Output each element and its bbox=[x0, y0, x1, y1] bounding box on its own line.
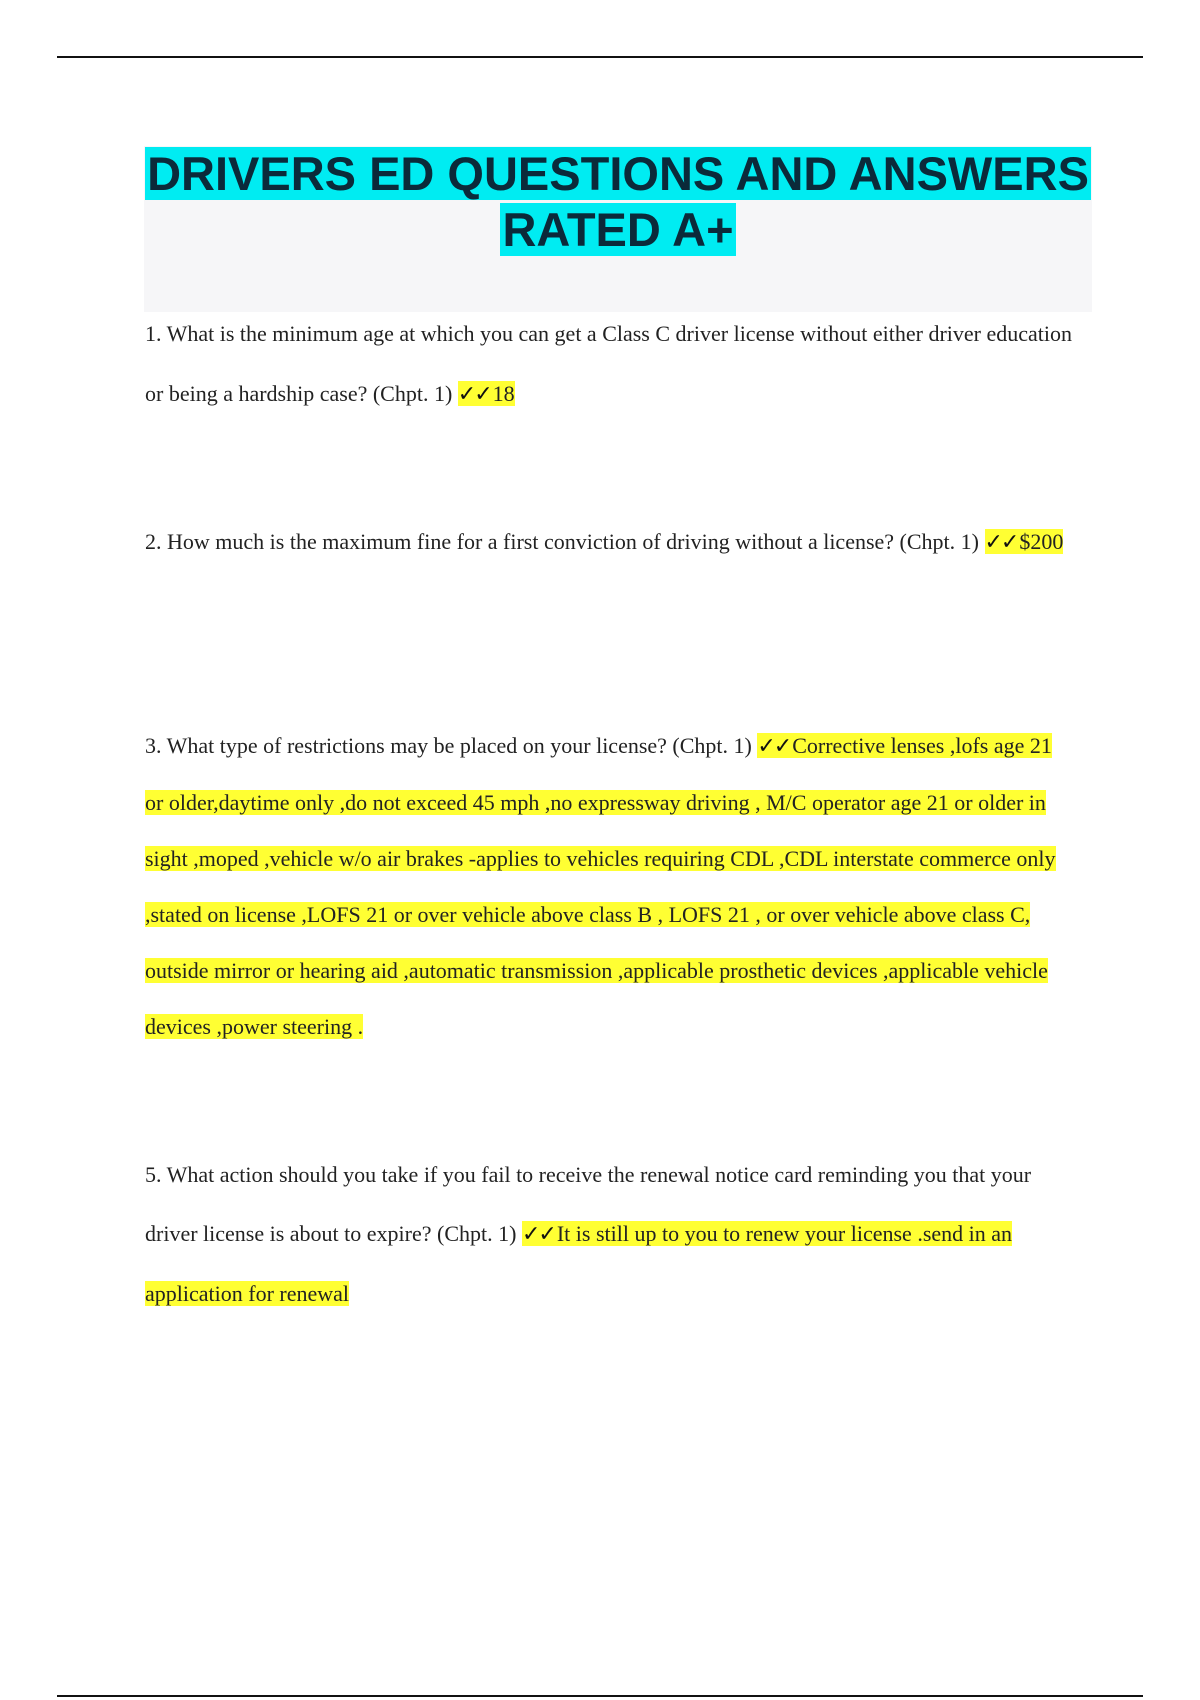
double-check-icon: ✓✓ bbox=[757, 734, 791, 759]
answer-text: Corrective lenses ,lofs age 21 or older,daytime only ,do not exceed 45 mph ,no expressway driving , M/C operator age 21 or older in sight ,moped ,vehicle w/o air brakes -applies to vehicles requiring CDL ,CDL interstate commerce only ,stated on license ,LOFS 21 or over vehicle above class B , LOFS 21 , or over vehicle above class C, outside mirror or hearing aid ,automatic transmission ,applicable prosthetic devices ,applicable vehicle devices ,power steering . bbox=[145, 733, 1056, 1039]
answer-highlight bbox=[985, 529, 1064, 554]
answer-text: 18 bbox=[492, 381, 515, 406]
question-text: 3. What type of restrictions may be placed on your license? (Chpt. 1) bbox=[145, 733, 752, 758]
answer-text: It is still up to you to renew your license .send in an application for renewal bbox=[145, 1221, 1013, 1306]
question-text: 5. What action should you take if you fail to receive the renewal notice card reminding you that your driver license is about to expire? (Chpt. 1) bbox=[145, 1162, 1032, 1246]
question-item-2 bbox=[145, 512, 1075, 573]
top-rule bbox=[57, 56, 1143, 58]
answer-highlight bbox=[458, 381, 515, 406]
question-text: 1. What is the minimum age at which you can get a Class C driver license without either driver education or being a hardship case? (Chpt. 1) bbox=[145, 321, 1073, 406]
title-banner bbox=[144, 146, 1092, 312]
question-text: 2. How much is the maximum fine for a first conviction of driving without a license? (Chpt. 1) bbox=[145, 529, 979, 554]
page-title bbox=[144, 146, 1092, 258]
answer-highlight bbox=[145, 733, 1056, 1039]
question-item-5 bbox=[145, 1145, 1075, 1323]
question-item-1 bbox=[145, 304, 1075, 425]
bottom-rule bbox=[57, 1695, 1143, 1697]
question-item-3 bbox=[145, 718, 1075, 1055]
double-check-icon: ✓✓ bbox=[457, 382, 491, 407]
double-check-icon: ✓✓ bbox=[984, 530, 1018, 555]
page-title-text: DRIVERS ED QUESTIONS AND ANSWERS RATED A+ bbox=[147, 147, 1089, 256]
double-check-icon: ✓✓ bbox=[521, 1222, 555, 1247]
answer-text: $200 bbox=[1019, 529, 1064, 554]
